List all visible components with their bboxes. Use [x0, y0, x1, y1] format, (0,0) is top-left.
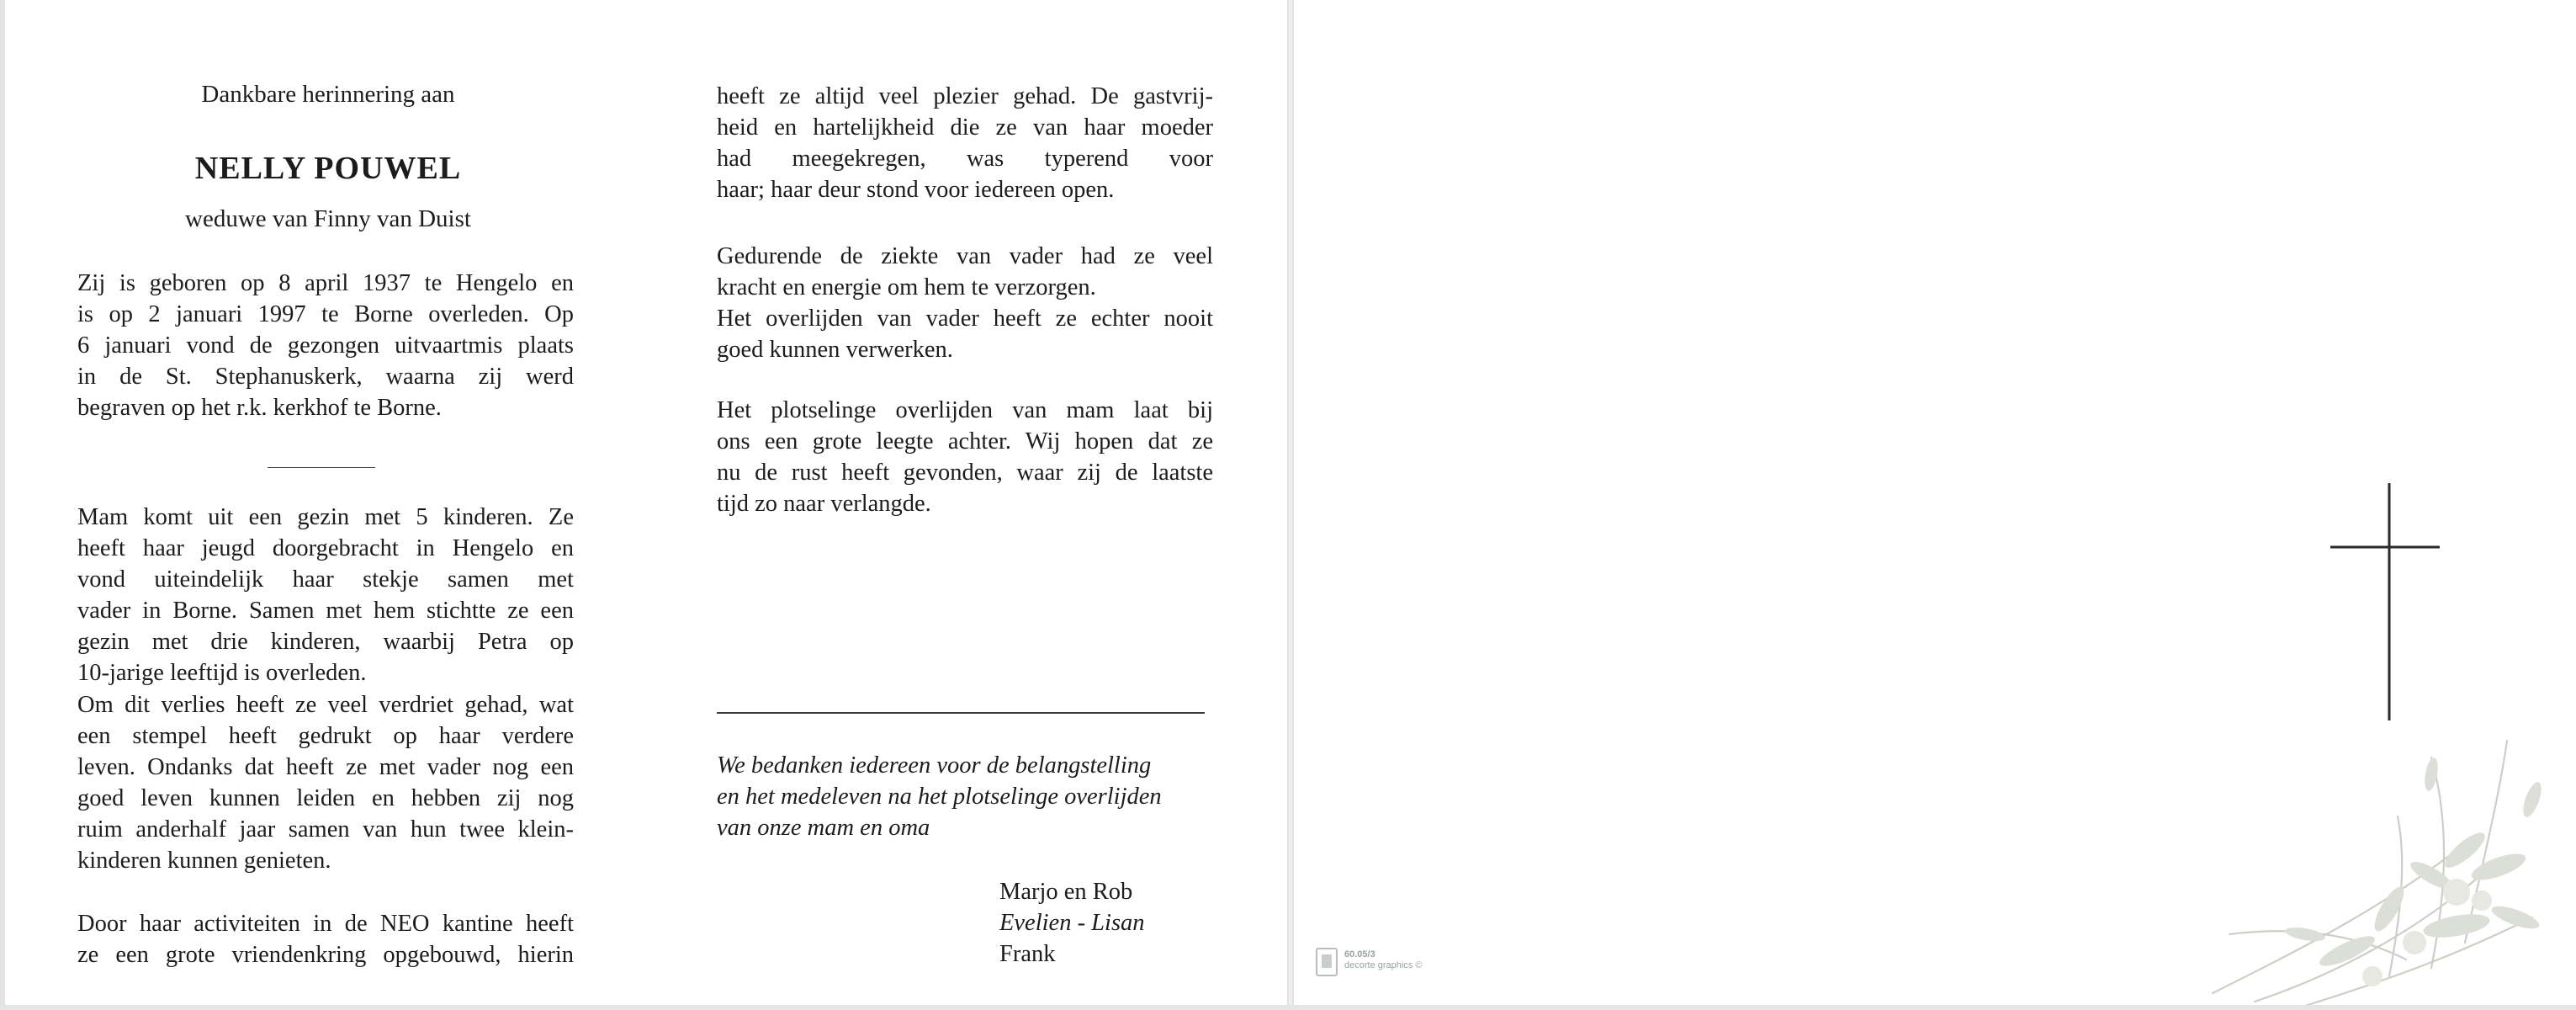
section-divider	[268, 467, 375, 468]
text-line: is op 2 januari 1997 te Borne overleden. Op	[77, 301, 574, 328]
text-line: een stempel heeft gedrukt op haar verdere	[77, 722, 574, 749]
text-line: en het medeleven na het plotselinge overlijden	[717, 784, 1162, 811]
text-line: goed leven kunnen leiden en hebben zij nog	[77, 784, 574, 811]
text-line: haar; haar deur stond voor iedereen open.	[717, 177, 1115, 204]
card-edge-shadow	[0, 0, 5, 1010]
text-line: nu de rust heeft gevonden, waar zij de laatste	[717, 460, 1213, 486]
printer-code: 60.05/3	[1344, 949, 1375, 960]
family-paragraph	[77, 502, 574, 876]
text-line: vond uiteindelijk haar stekje samen met	[77, 566, 574, 593]
text-line: leven. Ondanks dat heeft ze met vader nog een	[77, 753, 574, 780]
printer-logo-icon	[1316, 948, 1338, 976]
activities-continued-paragraph	[717, 81, 1213, 205]
text-line: ze een grote vriendenkring opgebouwd, hierin	[77, 942, 574, 969]
text-line: Door haar activiteiten in de NEO kantine heeft	[77, 911, 574, 937]
text-line: Gedurende de ziekte van vader had ze veel	[717, 243, 1213, 269]
printer-mark	[1316, 946, 1467, 983]
text-line: van onze mam en oma	[717, 815, 930, 842]
text-line: kinderen kunnen genieten.	[77, 848, 331, 874]
sudden-death-paragraph	[717, 395, 1213, 519]
card-fold	[1287, 0, 1294, 1010]
text-line: 10-jarige leeftijd is overleden.	[77, 660, 367, 687]
signature-line: Evelien - Lisan	[999, 910, 1145, 937]
inner-left-panel	[0, 0, 1287, 1010]
heading-intro: Dankbare herinnering aan	[201, 81, 455, 108]
text-line: tijd zo naar verlangde.	[717, 491, 931, 518]
card-bottom-edge	[0, 1005, 2576, 1010]
text-line: ruim anderhalf jaar samen van hun twee klein-	[77, 816, 574, 843]
text-line: kracht en energie om hem te verzorgen.	[717, 274, 1096, 301]
text-line: vader in Borne. Samen met hem stichtte ze een	[77, 598, 574, 625]
text-line: Om dit verlies heeft ze veel verdriet gehad, wat	[77, 691, 574, 718]
text-line: Zij is geboren op 8 april 1937 te Hengelo en	[77, 270, 574, 296]
birth-paragraph	[77, 268, 574, 423]
widow-line: weduwe van Finny van Duist	[185, 205, 471, 232]
text-line: Het overlijden van vader heeft ze echter nooit	[717, 306, 1213, 332]
text-line: 6 januari vond de gezongen uitvaartmis plaats	[77, 332, 574, 359]
text-line: heid en hartelijkheid die ze van haar moeder	[717, 114, 1213, 141]
family-signature	[999, 876, 1269, 970]
signature-line: Frank	[999, 941, 1056, 968]
text-line: ons een grote leegte achter. Wij hopen dat ze	[717, 428, 1213, 455]
text-line: Het plotselinge overlijden van mam laat bij	[717, 397, 1213, 423]
text-line: We bedanken iedereen voor de belangstelling	[717, 752, 1152, 779]
text-line: gezin met drie kinderen, waarbij Petra op	[77, 629, 574, 656]
thanks-divider	[717, 712, 1205, 714]
illness-paragraph	[717, 241, 1213, 365]
text-line: heeft haar jeugd doorgebracht in Hengelo en	[77, 535, 574, 562]
text-line: goed kunnen verwerken.	[717, 337, 953, 364]
deceased-name: NELLY POUWEL	[194, 151, 462, 186]
text-line: in de St. Stephanuskerk, waarna zij werd	[77, 364, 574, 391]
text-line: had meegekregen, was typerend voor	[717, 146, 1213, 173]
flower-sprig-icon	[2179, 724, 2574, 1010]
cross-icon	[2330, 483, 2440, 720]
thanks-note	[717, 750, 1238, 843]
activities-paragraph	[77, 908, 574, 970]
text-line: Mam komt uit een gezin met 5 kinderen. Ze	[77, 504, 574, 530]
printer-brand: decorte graphics ©	[1344, 960, 1423, 970]
printer-text	[1344, 949, 1423, 971]
text-line: begraven op het r.k. kerkhof te Borne.	[77, 395, 442, 422]
text-line: heeft ze altijd veel plezier gehad. De gastvrij-	[717, 83, 1213, 109]
signature-line: Marjo en Rob	[999, 879, 1133, 905]
